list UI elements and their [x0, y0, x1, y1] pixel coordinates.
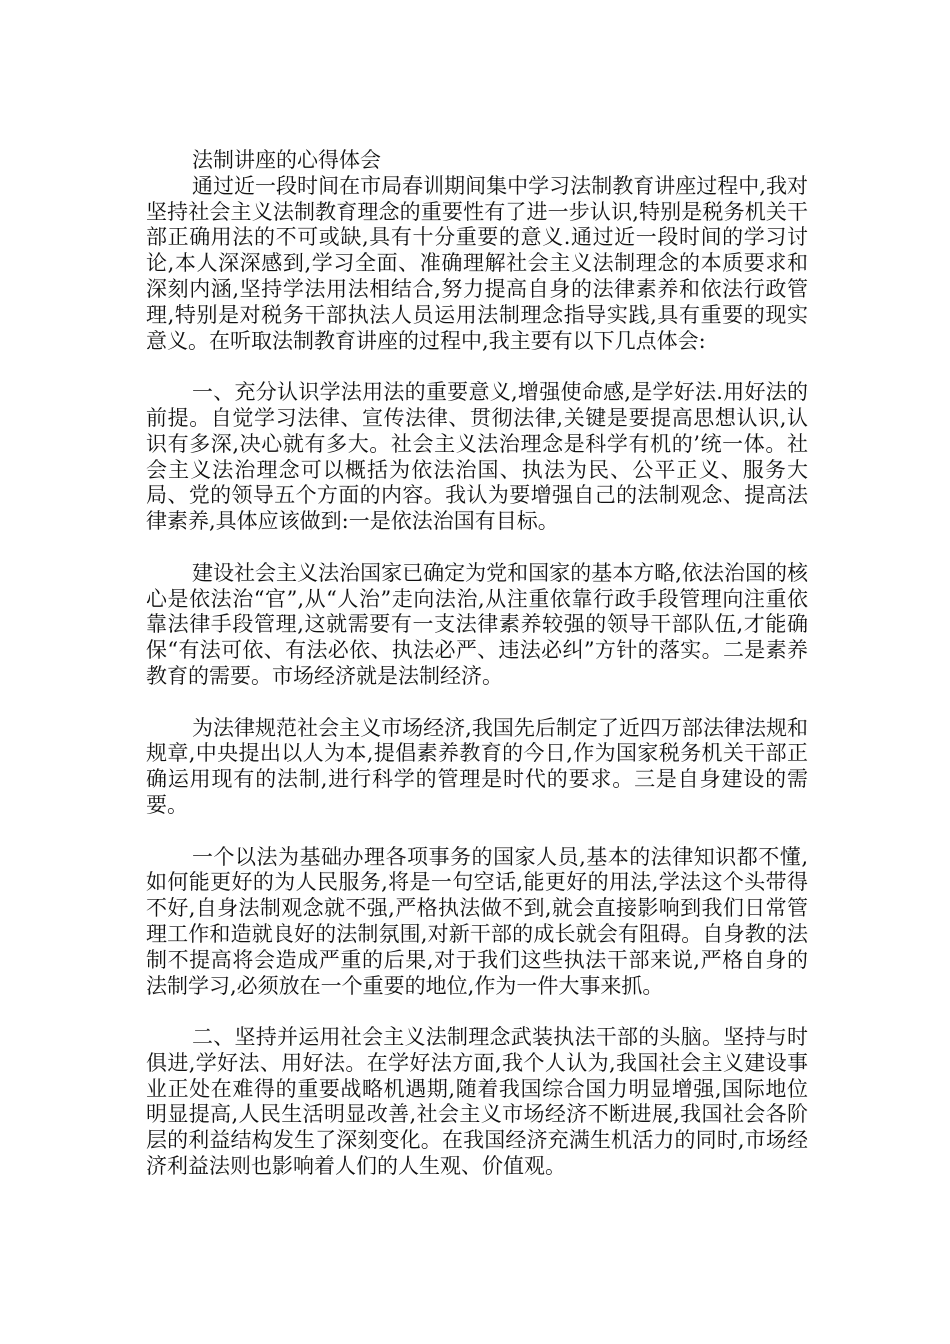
document-body [146, 148, 808, 1180]
paragraph-rule-of-law: 建设社会主义法治国家已确定为党和国家的基本方略,依法治国的核心是依法治“官”,从“人治”走向法治,从注重依靠行政手段管理向注重依靠法律手段管理,这就需要有一支法律素养较强的领导干部队伍,才能确保“有法可依、有法必依、执法必严、违法必纠”方针的落实。二是素养教育的需要。市场经济就是法制经济。 [146, 560, 808, 688]
paragraph-self-building: 一个以法为基础办理各项事务的国家人员,基本的法律知识都不懂,如何能更好的为人民服务,将是一句空话,能更好的用法,学法这个头带得不好,自身法制观念就不强,严格执法做不到,就会直接影响到我们日常管理工作和造就良好的法制氛围,对新干部的成长就会有阻碍。自身教的法制不提高将会造成严重的后果,对于我们这些执法干部来说,严格自身的法制学习,必须放在一个重要的地位,作为一件大事来抓。 [146, 844, 808, 998]
paragraph-intro: 通过近一段时间在市局春训期间集中学习法制教育讲座过程中,我对坚持社会主义法制教育理念的重要性有了进一步认识,特别是税务机关干部正确用法的不可或缺,具有十分重要的意义.通过近一段时间的学习讨论,本人深深感到,学习全面、准确理解社会主义法制理念的本质要求和深刻内涵,坚持学法用法相结合,努力提高自身的法律素养和依法行政管理,特别是对税务干部执法人员运用法制理念指导实践,具有重要的现实意义。在听取法制教育讲座的过程中,我主要有以下几点体会: [146, 173, 808, 353]
paragraph-point-two: 二、坚持并运用社会主义法制理念武装执法干部的头脑。坚持与时俱进,学好法、用好法。在学好法方面,我个人认为,我国社会主义建设事业正处在难得的重要战略机遇期,随着我国综合国力明显增强,国际地位明显提高,人民生活明显改善,社会主义市场经济不断进展,我国社会各阶层的利益结构发生了深刻变化。在我国经济充满生机活力的同时,市场经济利益法则也影响着人们的人生观、价值观。 [146, 1025, 808, 1179]
paragraph-market-economy: 为法律规范社会主义市场经济,我国先后制定了近四万部法律法规和规章,中央提出以人为本,提倡素养教育的今日,作为国家税务机关干部正确运用现有的法制,进行科学的管理是时代的要求。三是自身建设的需要。 [146, 715, 808, 817]
document-title: 法制讲座的心得体会 [192, 148, 381, 172]
paragraph-point-one: 一、充分认识学法用法的重要意义,增强使命感,是学好法.用好法的前提。自觉学习法律、宣传法律、贯彻法律,关键是要提高思想认识,认识有多深,决心就有多大。社会主义法治理念是科学有机的’统一体。社会主义法治理念可以概括为依法治国、执法为民、公平正义、服务大局、党的领导五个方面的内容。我认为要增强自己的法制观念、提高法律素养,具体应该做到:一是依法治国有目标。 [146, 380, 808, 534]
